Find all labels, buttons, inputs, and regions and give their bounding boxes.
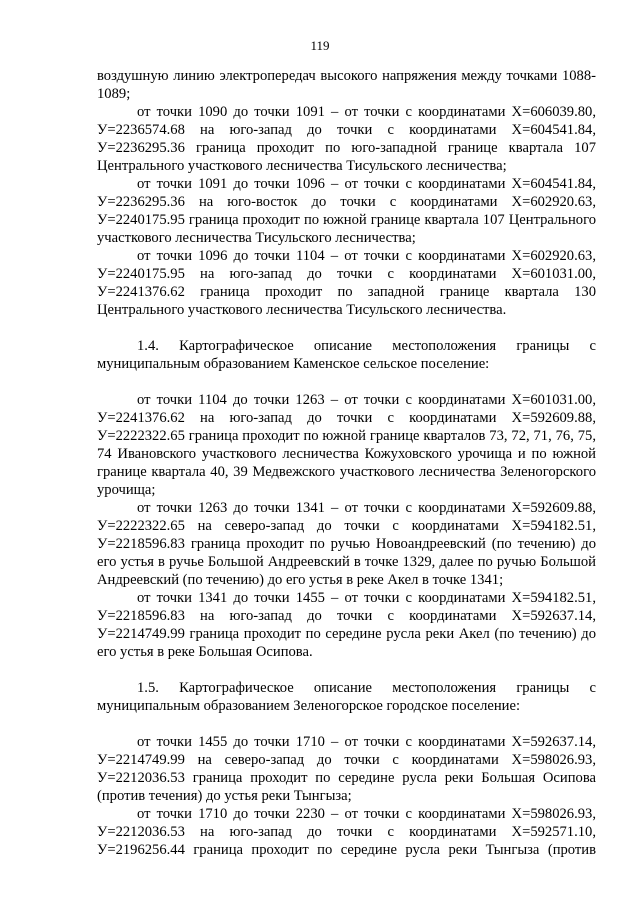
section-heading: 1.4. Картографическое описание местоположения границы с муниципальным образованием Каменское сельское поселение: (97, 338, 596, 372)
paragraph-spacer (97, 661, 596, 679)
paragraph: от точки 1091 до точки 1096 – от точки с координатами X=604541.84, У=2236295.36 на юго-восток до точки с координатами X=602920.63, У=2240175.95 граница проходит по южной границе квартала 107 Центрального участкового лесничества Тисульского лесничества; (97, 176, 596, 246)
paragraph: от точки 1096 до точки 1104 – от точки с координатами X=602920.63, У=2240175.95 на юго-запад до точки с координатами X=601031.00, У=2241376.62 граница проходит по западной границе квартала 130 Центрального участкового лесничества Тисульского лесничества. (97, 248, 596, 318)
paragraph-spacer (97, 319, 596, 337)
page-number: 119 (310, 38, 330, 53)
paragraph-spacer (97, 373, 596, 391)
paragraph-spacer (97, 715, 596, 733)
paragraph: от точки 1090 до точки 1091 – от точки с координатами X=606039.80, У=2236574.68 на юго-запад до точки с координатами X=604541.84, У=2236295.36 граница проходит по юго-западной границе квартала 107 Центрального участкового лесничества Тисульского лесничества; (97, 104, 596, 174)
paragraph: от точки 1710 до точки 2230 – от точки с координатами X=598026.93, У=2212036.53 на юго-запад до точки с координатами X=592571.10, У=2196256.44 граница проходит по середине русла реки Тынгыза (против (97, 806, 596, 858)
section-heading: 1.5. Картографическое описание местоположения границы с муниципальным образованием Зеленогорское городское поселение: (97, 680, 596, 714)
document-body (97, 67, 596, 859)
paragraph: от точки 1455 до точки 1710 – от точки с координатами X=592637.14, У=2214749.99 на северо-запад до точки с координатами X=598026.93, У=2212036.53 граница проходит по середине русла реки Большая Осипова (против течения) до устья реки Тынгыза; (97, 734, 596, 804)
paragraph: от точки 1263 до точки 1341 – от точки с координатами X=592609.88, У=2222322.65 на северо-запад до точки с координатами X=594182.51, У=2218596.83 граница проходит по ручью Новоандреевский (по течению) до его устья в ручье Большой Андреевский в точке 1329, далее по ручью Большой Андреевский (по течению) до его устья в реке Акел в точке 1341; (97, 500, 596, 588)
paragraph: воздушную линию электропередач высокого напряжения между точками 1088-1089; (97, 68, 596, 102)
paragraph: от точки 1104 до точки 1263 – от точки с координатами X=601031.00, У=2241376.62 на юго-запад до точки с координатами X=592609.88, У=2222322.65 граница проходит по южной границе кварталов 73, 72, 71, 76, 75, 74 Ивановского участкового лесничества Кожуховского урочища и по южной границе квартала 40, 39 Медвежского участкового лесничества Зеленогорского урочища; (97, 392, 596, 498)
paragraph: от точки 1341 до точки 1455 – от точки с координатами X=594182.51, У=2218596.83 на юго-запад до точки с координатами X=592637.14, У=2214749.99 граница проходит по середине русла реки Акел (по течению) до его устья в реке Большая Осипова. (97, 590, 596, 660)
